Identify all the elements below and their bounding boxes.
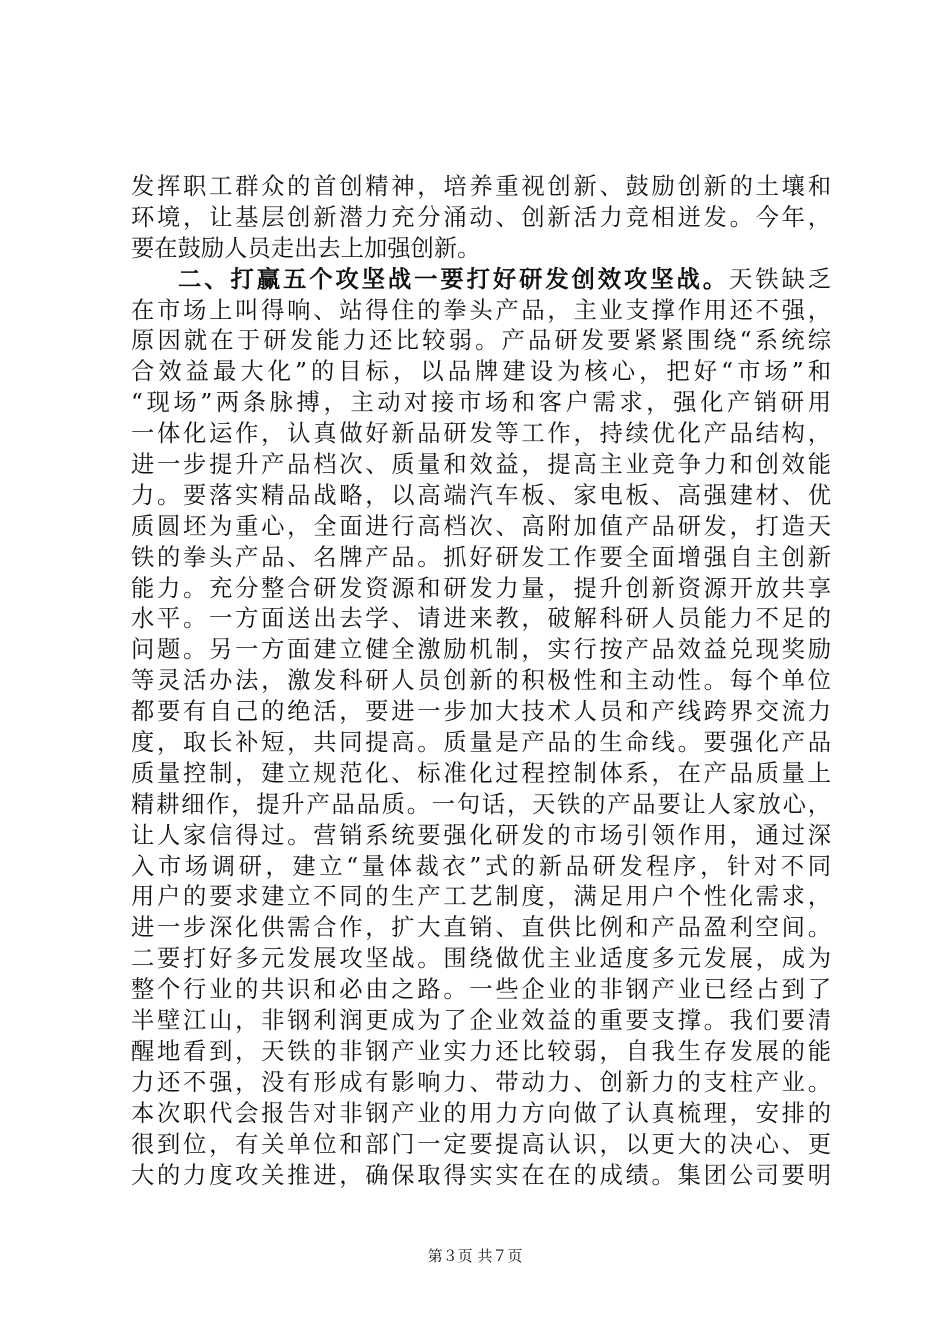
text-line-12: 质圆坯为重心，全面进行高档次、高附加值产品研发，打造天 xyxy=(131,512,831,540)
body-text xyxy=(131,172,831,1191)
text-line-8: “现场”两条脉搏，主动对接市场和客户需求，强化产销研用 xyxy=(131,389,831,417)
text-line-5: 在市场上叫得响、站得住的拳头产品，主业支撑作用还不强， xyxy=(131,296,831,324)
page-number-label: 第３页 共７页 xyxy=(427,1247,523,1265)
text-line-29: 醒地看到，天铁的非钢产业实力还比较弱，自我生存发展的能 xyxy=(131,1037,831,1065)
text-line-14: 能力。充分整合研发资源和研发力量，提升创新资源开放共享 xyxy=(131,574,831,602)
text-line-3: 要在鼓励人员走出去上加强创新。 xyxy=(131,234,481,262)
text-line-6: 原因就在于研发能力还比较弱。产品研发要紧紧围绕“系统综 xyxy=(131,327,831,355)
text-line-16: 问题。另一方面建立健全激励机制，实行按产品效益兑现奖励 xyxy=(131,636,831,664)
section-heading: 二、打赢五个攻坚战一要打好研发创效攻坚战。 xyxy=(178,265,729,293)
text-line-13: 铁的拳头产品、名牌产品。抓好研发工作要全面增强自主创新 xyxy=(131,543,831,571)
text-line-21: 精耕细作，提升产品品质。一句话，天铁的产品要让人家放心， xyxy=(131,790,831,818)
section-heading-tail: 天铁缺乏 xyxy=(729,265,832,293)
text-line-30: 力还不强，没有形成有影响力、带动力、创新力的支柱产业。 xyxy=(131,1068,831,1096)
text-line-9: 一体化运作，认真做好新品研发等工作，持续优化产品结构， xyxy=(131,420,831,448)
text-line-11: 力。要落实精品战略，以高端汽车板、家电板、高强建材、优 xyxy=(131,481,831,509)
text-line-10: 进一步提升产品档次、质量和效益，提高主业竞争力和创效能 xyxy=(131,451,831,479)
text-line-19: 度，取长补短，共同提高。质量是产品的生命线。要强化产品 xyxy=(131,729,831,757)
text-line-17: 等灵活办法，激发科研人员创新的积极性和主动性。每个单位 xyxy=(131,667,831,695)
text-line-26: 二要打好多元发展攻坚战。围绕做优主业适度多元发展，成为 xyxy=(131,945,831,973)
text-line-15: 水平。一方面送出去学、请进来教，破解科研人员能力不足的 xyxy=(131,605,831,633)
text-line-7: 合效益最大化”的目标，以品牌建设为核心，把好“市场”和 xyxy=(131,358,831,386)
text-line-23: 入市场调研，建立“量体裁衣”式的新品研发程序，针对不同 xyxy=(131,852,831,880)
text-line-22: 让人家信得过。营销系统要强化研发的市场引领作用，通过深 xyxy=(131,821,831,849)
text-line-25: 进一步深化供需合作，扩大直销、直供比例和产品盈利空间。 xyxy=(131,914,831,942)
text-line-31: 本次职代会报告对非钢产业的用力方向做了认真梳理，安排的 xyxy=(131,1099,831,1127)
text-line-2: 环境，让基层创新潜力充分涌动、创新活力竞相迸发。今年， xyxy=(131,203,831,231)
text-line-1: 发挥职工群众的首创精神，培养重视创新、鼓励创新的土壤和 xyxy=(131,173,831,200)
section-heading-line xyxy=(131,265,831,296)
text-line-24: 用户的要求建立不同的生产工艺制度，满足用户个性化需求， xyxy=(131,883,831,911)
text-line-32: 很到位，有关单位和部门一定要提高认识，以更大的决心、更 xyxy=(131,1130,831,1158)
page-footer xyxy=(0,1245,950,1266)
text-line-27: 整个行业的共识和必由之路。一些企业的非钢产业已经占到了 xyxy=(131,976,831,1004)
text-line-18: 都要有自己的绝活，要进一步加大技术人员和产线跨界交流力 xyxy=(131,698,831,726)
text-line-28: 半壁江山，非钢利润更成为了企业效益的重要支撑。我们要清 xyxy=(131,1007,831,1035)
text-line-20: 质量控制，建立规范化、标准化过程控制体系，在产品质量上 xyxy=(131,759,831,787)
text-line-33: 大的力度攻关推进，确保取得实实在在的成绩。集团公司要明 xyxy=(131,1161,831,1189)
